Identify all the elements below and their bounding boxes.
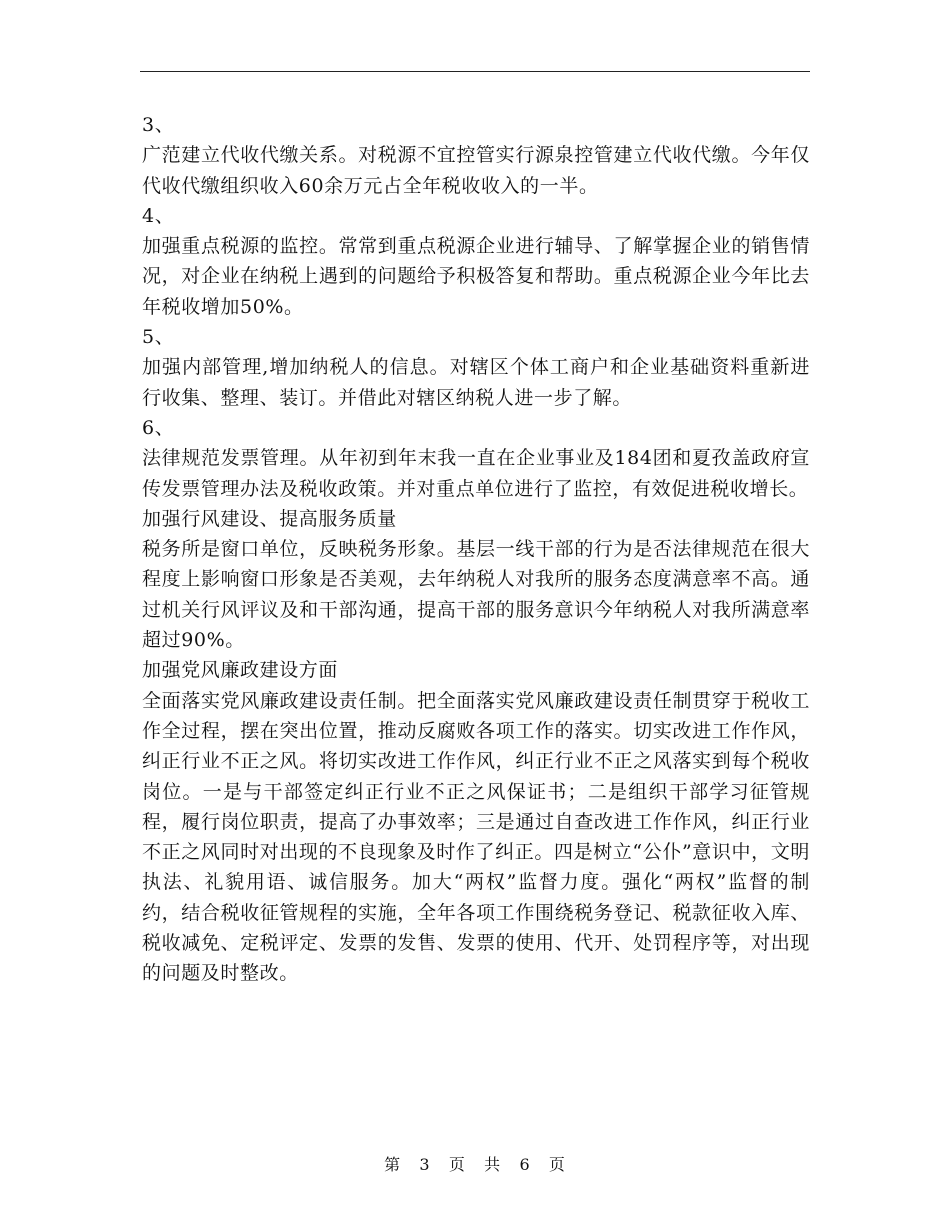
footer-suffix: 页 <box>548 1155 566 1174</box>
paragraph-invoice-management: 法律规范发票管理。从年初到年末我一直在企业事业及184团和夏孜盖政府宣传发票管理办法及税收政策。并对重点单位进行了监控，有效促进税收增长。 <box>142 447 810 500</box>
paragraph-key-tax-sources: 加强重点税源的监控。常常到重点税源企业进行辅导、了解掌握企业的销售情况，对企业在纳税上遇到的问题给予积极答复和帮助。重点税源企业今年比去年税收增加50%。 <box>142 235 810 318</box>
footer-total-word: 共 <box>484 1155 502 1174</box>
paragraph-item-number-5: 5、 <box>142 326 175 349</box>
page-footer <box>0 1152 950 1175</box>
paragraph-withholding: 广范建立代收代缴关系。对税源不宜控管实行源泉控管建立代收代缴。今年仅代收代缴组织收入60余万元占全年税收收入的一半。 <box>142 144 810 197</box>
paragraph-item-number-6: 6、 <box>142 416 175 439</box>
body-text <box>142 110 810 989</box>
paragraph-item-number-4: 4、 <box>142 204 175 227</box>
section-heading-party-integrity: 加强党风廉政建设方面 <box>142 659 339 682</box>
footer-prefix: 第 <box>384 1155 402 1174</box>
paragraph-service-quality: 税务所是窗口单位，反映税务形象。基层一线干部的行为是否法律规范在很大程度上影响窗口形象是否美观，去年纳税人对我所的服务态度满意率不高。通过机关行风评议及和干部沟通，提高干部的服务意识今年纳税人对我所满意率超过90%。 <box>142 538 810 652</box>
footer-page-word: 页 <box>448 1155 466 1174</box>
footer-total-pages: 6 <box>519 1155 531 1174</box>
paragraph-item-number-3: 3、 <box>142 114 175 136</box>
paragraph-internal-management: 加强内部管理,增加纳税人的信息。对辖区个体工商户和企业基础资料重新进行收集、整理、装订。并借此对辖区纳税人进一步了解。 <box>142 356 810 409</box>
section-heading-service-quality: 加强行风建设、提高服务质量 <box>142 507 397 530</box>
header-rule <box>140 71 810 72</box>
paragraph-party-integrity: 全面落实党风廉政建设责任制。把全面落实党风廉政建设责任制贯穿于税收工作全过程，摆在突出位置，推动反腐败各项工作的落实。切实改进工作作风，纠正行业不正之风。将切实改进工作作风，纠正行业不正之风落实到每个税收岗位。一是与干部签定纠正行业不正之风保证书；二是组织干部学习征管规程，履行岗位职责，提高了办事效率；三是通过自查改进工作作风，纠正行业不正之风同时对出现的不良现象及时作了纠正。四是树立“公仆”意识中，文明执法、礼貌用语、诚信服务。加大“两权”监督力度。强化“两权”监督的制约，结合税收征管规程的实施，全年各项工作围绕税务登记、税款征收入库、税收减免、定税评定、发票的发售、发票的使用、代开、处罚程序等，对出现的问题及时整改。 <box>142 689 810 985</box>
footer-current-page: 3 <box>419 1155 431 1174</box>
